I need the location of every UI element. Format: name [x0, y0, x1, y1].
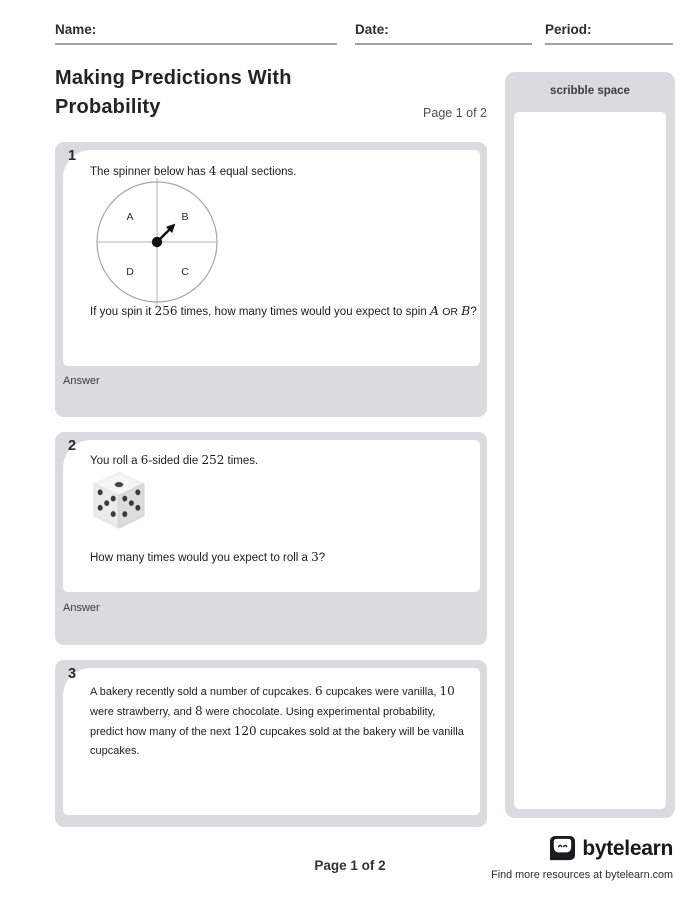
brand-name: bytelearn — [582, 836, 673, 860]
q1-intro-num: 4 — [208, 164, 217, 178]
q2-prompt-num: 3 — [311, 550, 319, 564]
spinner-graphic — [89, 178, 225, 313]
date-label: Date: — [355, 22, 389, 37]
q3-text3: were chocolate. Using experimental probability, predict how many of the next — [90, 706, 436, 738]
date-field — [355, 22, 532, 45]
question-3-text — [90, 682, 464, 761]
scribble-space-panel — [505, 72, 675, 818]
q3-text4: cupcakes sold at the bakery will be vanilla cupcakes. — [90, 726, 464, 757]
question-number-2: 2 — [68, 438, 77, 454]
question-1-prompt — [90, 303, 477, 318]
page-indicator-top: Page 1 of 2 — [423, 106, 487, 120]
q2-intro-num2: 252 — [201, 453, 225, 467]
spinner-section-c: C — [181, 266, 189, 278]
answer-label-2: Answer — [63, 602, 100, 614]
question-card-1 — [55, 142, 487, 417]
q3-num-next: 120 — [233, 724, 257, 738]
period-label: Period: — [545, 22, 592, 37]
q1-var-a: A — [429, 303, 439, 318]
name-label: Name: — [55, 22, 97, 37]
q3-text1: cupcakes were vanilla, — [322, 686, 440, 698]
spinner-section-a: A — [126, 211, 134, 223]
q1-intro-rest: equal sections. — [216, 166, 297, 178]
q2-intro-text2: -sided die — [148, 455, 202, 467]
q2-qmark: ? — [318, 552, 326, 564]
q3-text2: were strawberry, and — [90, 706, 195, 718]
q3-text0: A bakery recently sold a number of cupcakes. — [90, 686, 316, 698]
die-image — [90, 470, 148, 537]
question-body-3 — [63, 668, 480, 815]
scribble-space-area — [514, 112, 666, 809]
page-title-line1: Making Predictions With — [55, 67, 292, 89]
scribble-space-label: scribble space — [550, 85, 630, 97]
name-field — [55, 22, 337, 45]
q1-var-b: B — [461, 303, 471, 318]
q2-prompt-text: How many times would you expect to roll a — [90, 552, 312, 564]
spinner-section-d: D — [126, 266, 134, 278]
page-indicator-bottom: Page 1 of 2 — [314, 858, 386, 873]
question-body-1 — [63, 150, 480, 366]
question-card-2 — [55, 432, 487, 645]
q3-num-chocolate: 8 — [194, 704, 203, 718]
q1-qmark: ? — [470, 306, 477, 318]
question-body-2 — [63, 440, 480, 592]
q2-intro-text: You roll a — [90, 455, 141, 467]
brand-logo — [549, 835, 673, 862]
question-card-3 — [55, 660, 487, 827]
q3-num-strawberry: 10 — [439, 684, 455, 698]
q1-prompt-text2: times, how many times would you expect to spin — [177, 306, 430, 318]
question-number-1: 1 — [68, 148, 77, 164]
page-title-line2: Probability — [55, 96, 161, 118]
q1-prompt-num: 256 — [154, 304, 178, 318]
q3-num-vanilla: 6 — [315, 684, 323, 698]
q1-or: OR — [442, 306, 458, 318]
answer-label-1: Answer — [63, 375, 100, 387]
question-1-intro — [90, 164, 296, 178]
question-number-3: 3 — [68, 666, 77, 682]
bytelearn-cat-icon — [549, 835, 576, 862]
q2-intro-rest: times. — [224, 455, 259, 467]
q2-intro-num1: 6 — [140, 453, 149, 467]
question-2-intro — [90, 453, 258, 467]
footer-tagline: Find more resources at bytelearn.com — [491, 869, 673, 881]
question-2-prompt — [90, 550, 325, 564]
spinner-section-b: B — [181, 211, 189, 223]
period-field — [545, 22, 673, 45]
q1-prompt-text: If you spin it — [90, 306, 155, 318]
q1-intro-text: The spinner below has — [90, 166, 209, 178]
